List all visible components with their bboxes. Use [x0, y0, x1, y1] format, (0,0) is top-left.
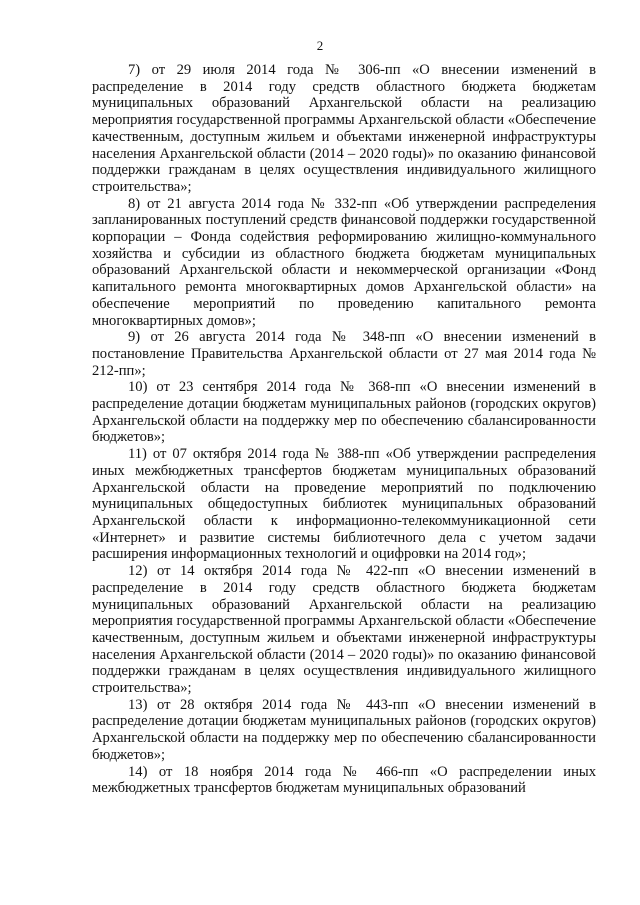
list-item-14: 14) от 18 ноября 2014 года № 466-пп «О распределении иных межбюджетных трансфертов бюджетам муниципальных образований — [92, 763, 596, 797]
list-item-8: 8) от 21 августа 2014 года № 332-пп «Об утверждении распределения запланированных поступлений средств финансовой поддержки государственной корпорации – Фонда содействия реформированию жилищно-коммунального хозяйства и субсидии из областного бюджета бюджетам муниципальных образований Архангельской области и некоммерческой организации «Фонд капитального ремонта многоквартирных домов Архангельской области» на обеспечение мероприятий по проведению капитального ремонта многоквартирных домов»; — [92, 195, 596, 329]
document-body — [92, 62, 596, 797]
list-item-12: 12) от 14 октября 2014 года № 422-пп «О внесении изменений в распределение в 2014 году средств областного бюджета бюджетам муниципальных образований Архангельской области на реализацию мероприятия государственной программы Архангельской области «Обеспечение качественным, доступным жильем и объектами инженерной инфраструктуры населения Архангельской области (2014 – 2020 годы)» по оказанию финансовой поддержки гражданам в целях осуществления индивидуального жилищного строительства»; — [92, 563, 596, 697]
list-item-13: 13) от 28 октября 2014 года № 443-пп «О внесении изменений в распределение дотации бюджетам муниципальных районов (городских округов) Архангельской области на поддержку мер по обеспечению сбалансированности бюджетов»; — [92, 696, 596, 763]
list-item-10: 10) от 23 сентября 2014 года № 368-пп «О внесении изменений в распределение дотации бюджетам муниципальных районов (городских округов) Архангельской области на поддержку мер по обеспечению сбалансированности бюджетов»; — [92, 379, 596, 446]
list-item-7: 7) от 29 июля 2014 года № 306-пп «О внесении изменений в распределение в 2014 году средств областного бюджета бюджетам муниципальных образований Архангельской области на реализацию мероприятия государственной программы Архангельской области «Обеспечение качественным, доступным жильем и объектами инженерной инфраструктуры населения Архангельской области (2014 – 2020 годы)» по оказанию финансовой поддержки гражданам в целях осуществления индивидуального жилищного строительства»; — [92, 62, 596, 195]
list-item-11: 11) от 07 октября 2014 года № 388-пп «Об утверждении распределения иных межбюджетных трансфертов бюджетам муниципальных образований Архангельской области на проведение мероприятий по подключению муниципальных общедоступных библиотек муниципальных образований Архангельской области к информационно-телекоммуникационной сети «Интернет» и развитие системы библиотечного дела с учетом задачи расширения информационных технологий и оцифровки на 2014 год»; — [92, 446, 596, 563]
list-item-9: 9) от 26 августа 2014 года № 348-пп «О внесении изменений в постановление Правительства Архангельской области от 27 мая 2014 года № 212-пп»; — [92, 329, 596, 379]
page-number: 2 — [316, 38, 324, 53]
